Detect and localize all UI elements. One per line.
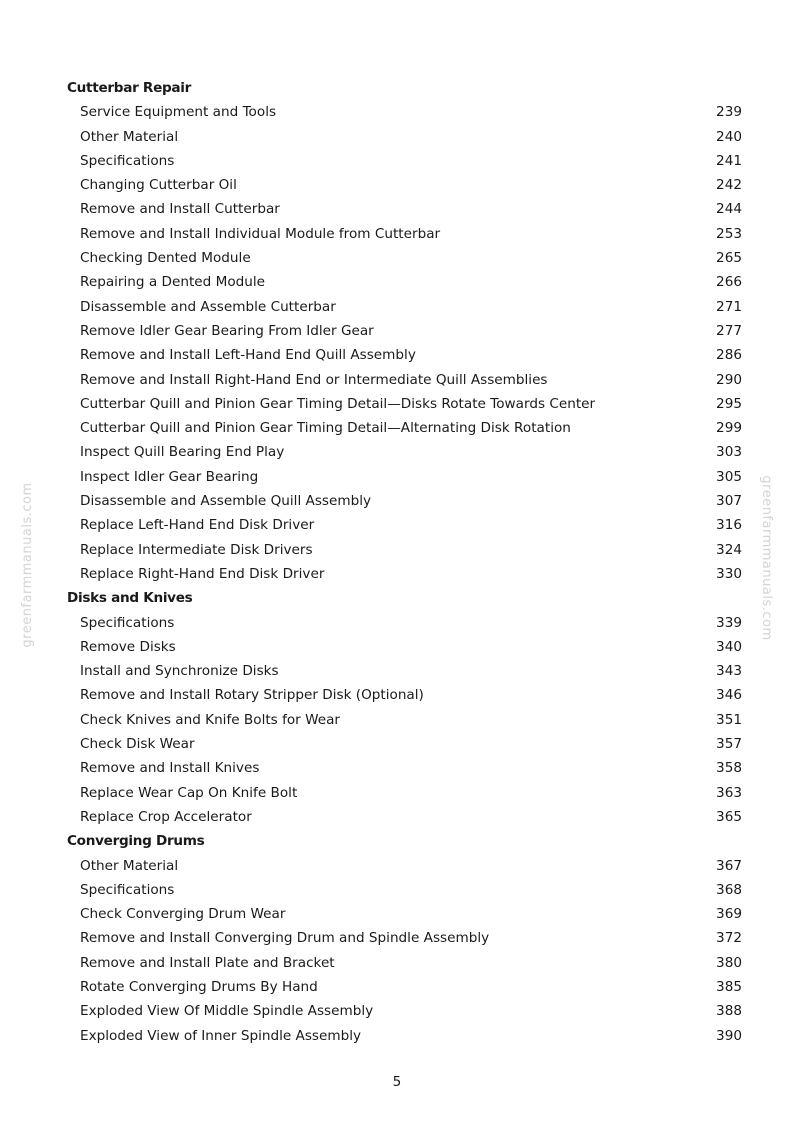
entry-page-number: 266 xyxy=(716,274,742,291)
entry-page-number: 358 xyxy=(716,760,742,777)
entry-title: Remove and Install Individual Module from Cutterbar xyxy=(80,225,441,242)
toc-entry[interactable] xyxy=(67,683,742,707)
entry-page-number: 286 xyxy=(716,347,742,364)
page-number: 5 xyxy=(392,1074,402,1090)
toc-entry[interactable] xyxy=(67,416,742,440)
toc-entry[interactable] xyxy=(67,173,742,197)
toc-entry[interactable] xyxy=(67,465,742,489)
entry-page-number: 380 xyxy=(716,954,742,971)
entry-page-number: 307 xyxy=(716,493,742,510)
toc-entry[interactable] xyxy=(67,562,742,586)
entry-title: Remove and Install Knives xyxy=(80,760,260,777)
toc-entry[interactable] xyxy=(67,611,742,635)
entry-page-number: 240 xyxy=(716,128,742,145)
toc-entry[interactable] xyxy=(67,756,742,780)
entry-title: Service Equipment and Tools xyxy=(80,104,277,121)
entry-page-number: 363 xyxy=(716,784,742,801)
entry-title: Repairing a Dented Module xyxy=(80,274,266,291)
toc-entry[interactable] xyxy=(67,635,742,659)
entry-title: Inspect Idler Gear Bearing xyxy=(80,468,259,485)
entry-page-number: 241 xyxy=(716,152,742,169)
entry-page-number: 367 xyxy=(716,857,742,874)
entry-title: Specifications xyxy=(80,614,175,631)
entry-page-number: 324 xyxy=(716,541,742,558)
entry-title: Remove and Install Converging Drum and Spindle Assembly xyxy=(80,930,490,947)
entry-title: Inspect Quill Bearing End Play xyxy=(80,444,285,461)
entry-page-number: 385 xyxy=(716,978,742,995)
entry-page-number: 368 xyxy=(716,881,742,898)
toc-entry[interactable] xyxy=(67,1024,742,1048)
entry-title: Remove and Install Plate and Bracket xyxy=(80,954,335,971)
toc-entry[interactable] xyxy=(67,781,742,805)
entry-title: Disassemble and Assemble Quill Assembly xyxy=(80,493,372,510)
entry-title: Cutterbar Quill and Pinion Gear Timing Detail—Disks Rotate Towards Center xyxy=(80,395,596,412)
toc-entry[interactable] xyxy=(67,513,742,537)
entry-title: Install and Synchronize Disks xyxy=(80,663,279,680)
entry-title: Remove Disks xyxy=(80,638,176,655)
entry-page-number: 351 xyxy=(716,711,742,728)
entry-page-number: 357 xyxy=(716,736,742,753)
toc-entry[interactable] xyxy=(67,489,742,513)
entry-title: Exploded View Of Middle Spindle Assembly xyxy=(80,1003,374,1020)
entry-title: Replace Right-Hand End Disk Driver xyxy=(80,565,325,582)
toc-entry[interactable] xyxy=(67,149,742,173)
entry-page-number: 290 xyxy=(716,371,742,388)
section-title[interactable]: Cutterbar Repair xyxy=(67,80,192,96)
entry-title: Specifications xyxy=(80,881,175,898)
entry-title: Remove and Install Cutterbar xyxy=(80,201,280,218)
toc-section xyxy=(67,76,742,586)
section-title[interactable]: Converging Drums xyxy=(67,833,205,850)
entry-title: Remove and Install Right-Hand End or Intermediate Quill Assemblies xyxy=(80,371,548,388)
watermark-right: greenfarmmanuals.com xyxy=(759,475,774,641)
entry-title: Check Converging Drum Wear xyxy=(80,906,286,923)
entry-title: Replace Left-Hand End Disk Driver xyxy=(80,517,315,534)
entry-title: Cutterbar Quill and Pinion Gear Timing Detail—Alternating Disk Rotation xyxy=(80,420,571,437)
entry-title: Remove Idler Gear Bearing From Idler Gear xyxy=(80,322,374,339)
entry-page-number: 244 xyxy=(716,201,742,218)
entry-title: Disassemble and Assemble Cutterbar xyxy=(80,298,336,315)
entry-title: Specifications xyxy=(80,152,175,169)
toc-section xyxy=(67,586,742,829)
toc-entry[interactable] xyxy=(67,926,742,950)
entry-title: Rotate Converging Drums By Hand xyxy=(80,978,318,995)
toc-entry[interactable] xyxy=(67,319,742,343)
toc-entry[interactable] xyxy=(67,999,742,1023)
toc-entry[interactable] xyxy=(67,392,742,416)
entry-page-number: 316 xyxy=(716,517,742,534)
entry-title: Replace Intermediate Disk Drivers xyxy=(80,541,313,558)
watermark-left: greenfarmmanuals.com xyxy=(20,482,35,648)
entry-page-number: 277 xyxy=(716,322,742,339)
toc-section xyxy=(67,829,742,1048)
entry-page-number: 239 xyxy=(716,104,742,121)
entry-title: Check Knives and Knife Bolts for Wear xyxy=(80,711,341,728)
toc-entry[interactable] xyxy=(67,368,742,392)
toc-entry[interactable] xyxy=(67,440,742,464)
entry-title: Checking Dented Module xyxy=(80,250,251,267)
entry-page-number: 299 xyxy=(716,420,742,437)
toc-entry[interactable] xyxy=(67,805,742,829)
toc-entry[interactable] xyxy=(67,270,742,294)
entry-page-number: 340 xyxy=(716,638,742,655)
entry-page-number: 390 xyxy=(716,1027,742,1044)
entry-page-number: 339 xyxy=(716,614,742,631)
entry-page-number: 253 xyxy=(716,225,742,242)
entry-title: Other Material xyxy=(80,857,179,874)
entry-page-number: 388 xyxy=(716,1003,742,1020)
section-title[interactable]: Disks and Knives xyxy=(67,590,193,607)
toc-entry[interactable] xyxy=(67,878,742,902)
toc-entry[interactable] xyxy=(67,100,742,124)
entry-page-number: 343 xyxy=(716,663,742,680)
entry-title: Changing Cutterbar Oil xyxy=(80,177,237,194)
toc-entry[interactable] xyxy=(67,538,742,562)
entry-title: Check Disk Wear xyxy=(80,736,195,753)
toc-entry[interactable] xyxy=(67,125,742,149)
toc-entry[interactable] xyxy=(67,246,742,270)
toc-entry[interactable] xyxy=(67,902,742,926)
entry-page-number: 305 xyxy=(716,468,742,485)
entry-page-number: 365 xyxy=(716,808,742,825)
entry-title: Remove and Install Rotary Stripper Disk (Optional) xyxy=(80,687,424,704)
toc-entry[interactable] xyxy=(67,659,742,683)
entry-title: Remove and Install Left-Hand End Quill Assembly xyxy=(80,347,416,364)
entry-title: Other Material xyxy=(80,128,179,145)
entry-title: Exploded View of Inner Spindle Assembly xyxy=(80,1027,362,1044)
entry-title: Replace Wear Cap On Knife Bolt xyxy=(80,784,298,801)
toc-entry[interactable] xyxy=(67,343,742,367)
entry-page-number: 271 xyxy=(716,298,742,315)
toc-entry[interactable] xyxy=(67,295,742,319)
entry-page-number: 346 xyxy=(716,687,742,704)
toc-entry[interactable] xyxy=(67,854,742,878)
entry-page-number: 369 xyxy=(716,906,742,923)
toc-entry[interactable] xyxy=(67,951,742,975)
toc-entry[interactable] xyxy=(67,222,742,246)
toc-entry[interactable] xyxy=(67,732,742,756)
entry-page-number: 303 xyxy=(716,444,742,461)
toc-entry[interactable] xyxy=(67,975,742,999)
entry-title: Replace Crop Accelerator xyxy=(80,808,252,825)
entry-page-number: 372 xyxy=(716,930,742,947)
toc-entry[interactable] xyxy=(67,197,742,221)
toc-entry[interactable] xyxy=(67,708,742,732)
table-of-contents xyxy=(67,76,742,1048)
entry-page-number: 330 xyxy=(716,565,742,582)
entry-page-number: 265 xyxy=(716,250,742,267)
entry-page-number: 242 xyxy=(716,177,742,194)
entry-page-number: 295 xyxy=(716,395,742,412)
